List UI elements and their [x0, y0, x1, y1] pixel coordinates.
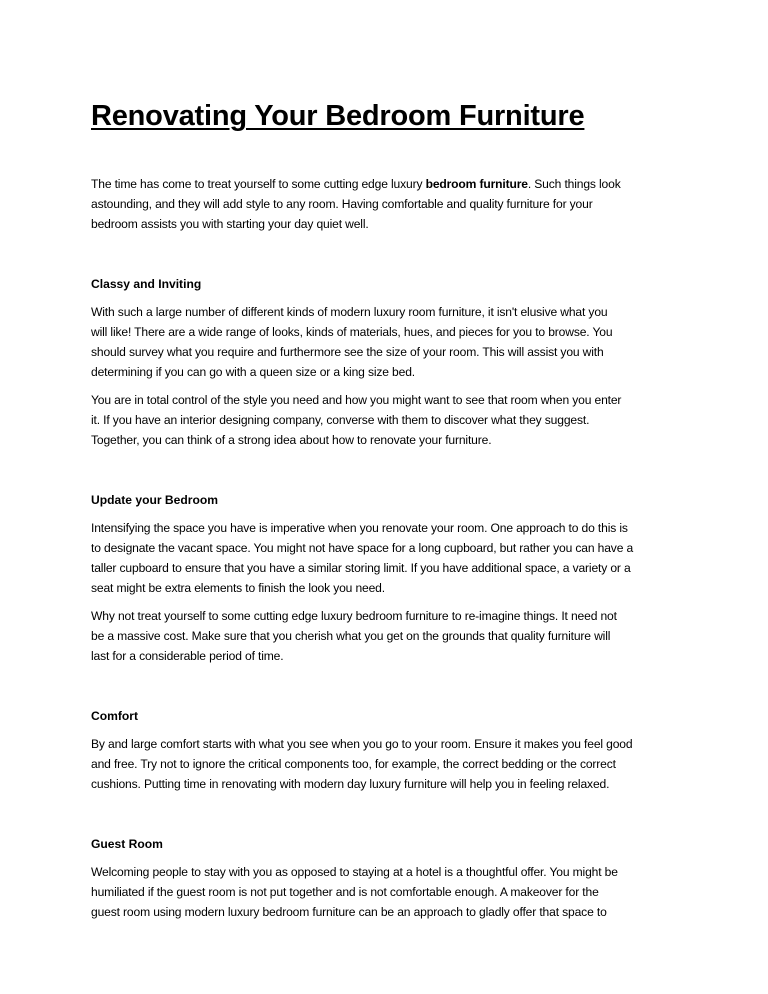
intro-line-2: astounding, and they will add style to any room. Having comfortable and quality furniture for your: [91, 197, 593, 211]
paragraph-line: determining if you can go with a queen size or a king size bed.: [91, 365, 415, 379]
paragraph-line: it. If you have an interior designing company, converse with them to discover what they suggest.: [91, 413, 590, 427]
paragraph-line: guest room using modern luxury bedroom furniture can be an approach to gladly offer that space to: [91, 905, 607, 919]
paragraph-line: You are in total control of the style you need and how you might want to see that room when you enter: [91, 393, 622, 407]
section-paragraph: [91, 390, 687, 450]
paragraph-line: Together, you can think of a strong idea about how to renovate your furniture.: [91, 433, 492, 447]
intro-paragraph: [91, 174, 687, 234]
section-paragraph: [91, 734, 687, 794]
paragraph-line: last for a considerable period of time.: [91, 649, 284, 663]
section-update-your-bedroom: [91, 490, 687, 666]
intro-text-before: The time has come to treat yourself to some cutting edge luxury: [91, 177, 426, 191]
paragraph-line: Intensifying the space you have is imperative when you renovate your room. One approach to do this is: [91, 521, 628, 535]
section-heading: Comfort: [91, 709, 139, 723]
section-classy-and-inviting: [91, 274, 687, 450]
section-paragraph: [91, 518, 687, 598]
paragraph-line: Why not treat yourself to some cutting edge luxury bedroom furniture to re-imagine things. It need not: [91, 609, 617, 623]
section-heading: Classy and Inviting: [91, 277, 202, 291]
paragraph-line: cushions. Putting time in renovating with modern day luxury furniture will help you in feeling relaxed.: [91, 777, 610, 791]
paragraph-line: will like! There are a wide range of looks, kinds of materials, hues, and pieces for you to browse. You: [91, 325, 613, 339]
document-body: [91, 98, 687, 922]
paragraph-line: seat might be extra elements to finish the look you need.: [91, 581, 385, 595]
document-title: Renovating Your Bedroom Furniture: [91, 100, 585, 132]
intro-line-3: bedroom assists you with starting your day quiet well.: [91, 217, 369, 231]
section-guest-room: [91, 834, 687, 922]
section-comfort: [91, 706, 687, 794]
paragraph-line: humiliated if the guest room is not put together and is not comfortable enough. A makeover for the: [91, 885, 599, 899]
section-heading: Update your Bedroom: [91, 493, 218, 507]
paragraph-line: be a massive cost. Make sure that you cherish what you get on the grounds that quality furniture will: [91, 629, 611, 643]
intro-line-1: [91, 174, 687, 194]
paragraph-line: to designate the vacant space. You might not have space for a long cupboard, but rather you can have a: [91, 541, 634, 555]
section-paragraph: [91, 606, 687, 666]
paragraph-line: taller cupboard to ensure that you have a similar storing limit. If you have additional space, a variety or a: [91, 561, 631, 575]
section-heading: Guest Room: [91, 837, 163, 851]
paragraph-line: should survey what you require and furthermore see the size of your room. This will assist you with: [91, 345, 604, 359]
section-paragraph: [91, 302, 687, 382]
paragraph-line: Welcoming people to stay with you as opposed to staying at a hotel is a thoughtful offer. You might be: [91, 865, 618, 879]
paragraph-line: By and large comfort starts with what you see when you go to your room. Ensure it makes you feel good: [91, 737, 633, 751]
bedroom-furniture-keyword: bedroom furniture: [425, 177, 528, 191]
paragraph-line: With such a large number of different kinds of modern luxury room furniture, it isn't elusive what you: [91, 305, 608, 319]
paragraph-line: and free. Try not to ignore the critical components too, for example, the correct bedding or the correct: [91, 757, 616, 771]
intro-text-after: . Such things look: [527, 177, 621, 191]
section-paragraph: [91, 862, 687, 922]
